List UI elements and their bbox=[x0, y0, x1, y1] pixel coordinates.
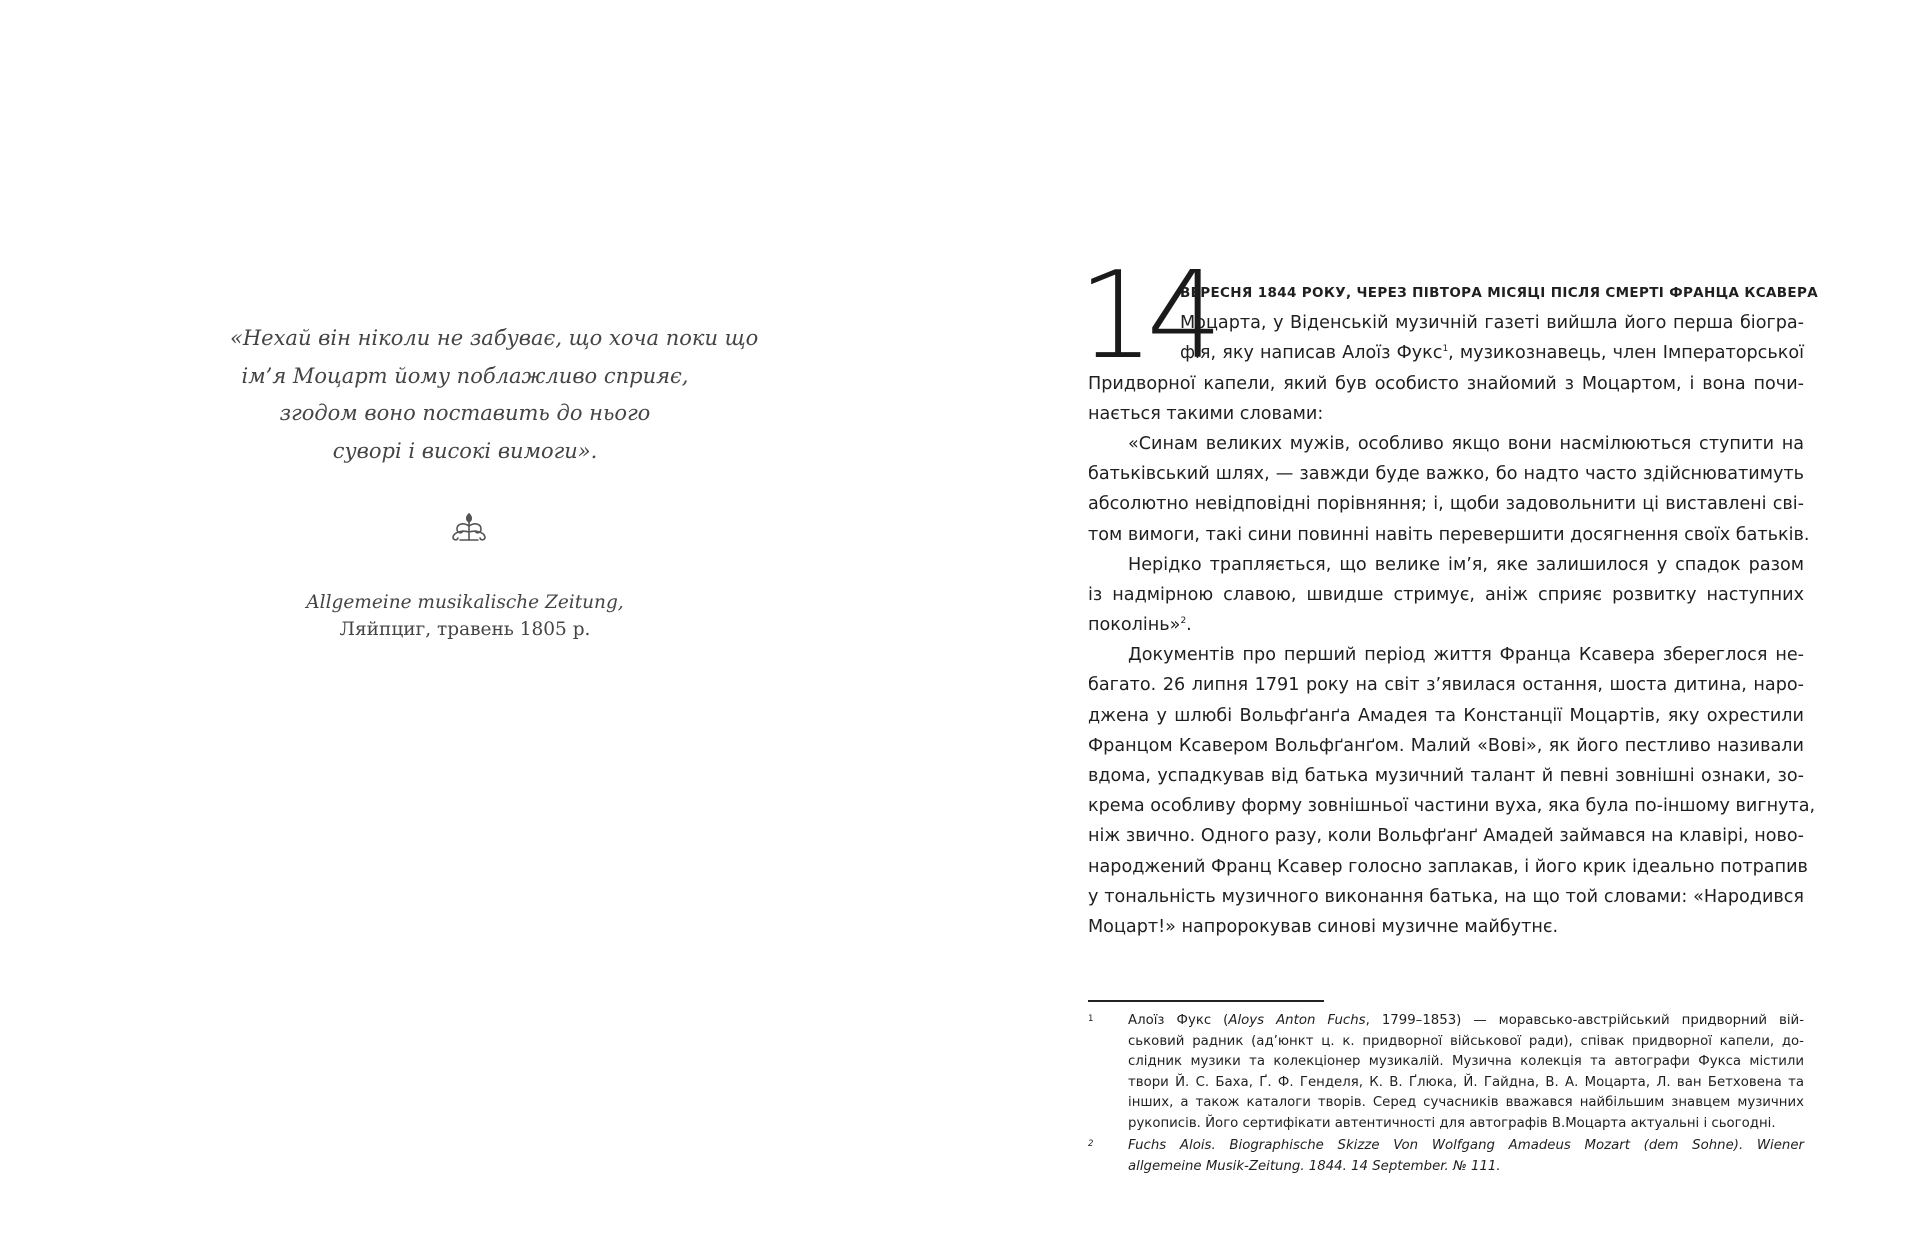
footnote-fragment-italic: Aloys Anton Fuchs bbox=[1228, 1013, 1366, 1028]
epigraph-line: «Нехай він ніколи не забуває, що хоча поки що bbox=[230, 326, 759, 350]
text-line: народжений Франц Ксавер голосно заплакав, і його крик ідеально потрапив bbox=[1088, 856, 1808, 877]
text-line: «Синам великих мужів, особливо якщо вони насмілюються ступити на bbox=[1128, 433, 1804, 454]
footnote-1 bbox=[1088, 1011, 1804, 1134]
text-line: батьківський шлях, — завжди буде важко, бо надто часто здійснюватимуть bbox=[1088, 464, 1804, 485]
footnote-number: 1 bbox=[1088, 1014, 1094, 1024]
footnote-line: рукописів. Його сертифікати автентичності для автографів В.Моцарта актуальні і сьогодні. bbox=[1128, 1115, 1776, 1131]
footnote-line: слідник музики та колекціонер музикалій. Музична колекція та автографи Фукса містили bbox=[1128, 1054, 1804, 1069]
epigraph-line: суворі і високі вимоги». bbox=[332, 438, 598, 463]
epigraph-line: згодом воно поставить до нього bbox=[279, 401, 651, 425]
footnote-ref-1[interactable]: 1 bbox=[1442, 344, 1449, 355]
text-line: нається такими словами: bbox=[1088, 403, 1324, 424]
epigraph bbox=[230, 320, 759, 470]
text-line: Придворної капели, який був особисто знайомий з Моцартом, і вона почи- bbox=[1088, 373, 1804, 394]
footnote-fragment: Алоїз Фукс ( bbox=[1128, 1013, 1229, 1028]
footnote-number: 2 bbox=[1088, 1139, 1094, 1149]
text-fragment: поколінь» bbox=[1088, 615, 1181, 636]
text-line: Нерідко трапляється, що велике ім’я, яке залишилося у спадок разом bbox=[1128, 554, 1804, 575]
footnote-line: твори Й. С. Баха, Ґ. Ф. Генделя, К. В. Ґлюка, Й. Гайдна, В. А. Моцарта, Л. ван Бетховена та bbox=[1128, 1074, 1804, 1090]
footnote-ref-2[interactable]: 2 bbox=[1180, 616, 1187, 627]
text-line: абсолютно невідповідні порівняння; і, щоби задовольнити ці виставлені сві- bbox=[1088, 494, 1804, 515]
text-line: том вимоги, такі сини повинні навіть перевершити досягнення своїх батьків. bbox=[1088, 524, 1810, 545]
footnote-line bbox=[1128, 1011, 1804, 1032]
drop-cap: 14 bbox=[1078, 247, 1215, 386]
text-line: Францом Ксавером Вольфґанґом. Малий «Вові», як його пестливо називали bbox=[1088, 735, 1804, 756]
text-line: джена у шлюбі Вольфґанґа Амадея та Констанції Моцартів, яку охрестили bbox=[1088, 705, 1804, 726]
footnote-2 bbox=[1088, 1136, 1804, 1177]
first-line-small-caps: ВЕРЕСНЯ 1844 РОКУ, ЧЕРЕЗ ПІВТОРА МІСЯЦІ ПІСЛЯ СМЕРТІ ФРАНЦА КСАВЕРА bbox=[1180, 285, 1819, 301]
text-line: вдома, успадкував від батька музичний талант й певні зовнішні ознаки, зо- bbox=[1088, 766, 1804, 786]
text-line: ніж звично. Одного разу, коли Вольфґанґ Амадей займався на клавірі, ново- bbox=[1088, 826, 1804, 847]
text-line: крема особливу форму зовнішньої частини вуха, яка була по-іншому вигнута, bbox=[1088, 796, 1816, 817]
footnote-line: ськовий радник (ад’юнкт ц. к. придворної військової ради), співак придворної капели, до- bbox=[1128, 1033, 1804, 1049]
footnote-line: інших, а також каталоги творів. Серед сучасників вважався найбільшим знавцем музичних bbox=[1128, 1095, 1804, 1110]
text-line: із надмірною славою, швидше стримує, аніж сприяє розвитку наступних bbox=[1088, 584, 1804, 605]
text-line: Документів про перший період життя Франца Ксавера збереглося не- bbox=[1128, 645, 1804, 666]
footnotes bbox=[1088, 1011, 1804, 1177]
text-fragment: фія, яку написав Алоїз Фукс bbox=[1180, 343, 1443, 364]
footnote-fragment: , 1799–1853) — моравсько-австрійський придворний вій- bbox=[1365, 1013, 1804, 1028]
text-line-with-footnote bbox=[1088, 338, 1804, 368]
text-fragment: , музикознавець, член Імператорської bbox=[1448, 343, 1804, 364]
text-line: Моцарт!» напророкував синові музичне майбутнє. bbox=[1088, 916, 1559, 937]
text-line: Моцарта, у Віденській музичній газеті вийшла його перша біогра- bbox=[1180, 313, 1804, 334]
text-line-with-footnote: поколінь»$^2$. bbox=[1088, 615, 1192, 636]
body-text bbox=[1088, 278, 1819, 942]
text-line: у тональність музичного виконання батька, на що той словами: «Народився bbox=[1088, 886, 1804, 907]
source-journal: Allgemeine musikalische Zeitung, bbox=[306, 592, 624, 613]
footnote-line: Fuchs Alois. Biographische Skizze Von Wolfgang Amadeus Mozart (dem Sohne). Wiener bbox=[1128, 1138, 1804, 1153]
epigraph-source bbox=[230, 589, 700, 643]
footnote-line: allgemeine Musik-Zeitung. 1844. 14 September. № 111. bbox=[1128, 1158, 1501, 1174]
fleuron-ornament-icon bbox=[449, 510, 489, 544]
source-place: Ляйпциг, травень 1805 р. bbox=[339, 619, 591, 640]
epigraph-line: ім’я Моцарт йому поблажливо сприяє, bbox=[241, 363, 689, 388]
text-line: багато. 26 липня 1791 року на світ з’явилася остання, шоста дитина, наро- bbox=[1088, 675, 1804, 696]
footnote-divider bbox=[1088, 1000, 1324, 1002]
